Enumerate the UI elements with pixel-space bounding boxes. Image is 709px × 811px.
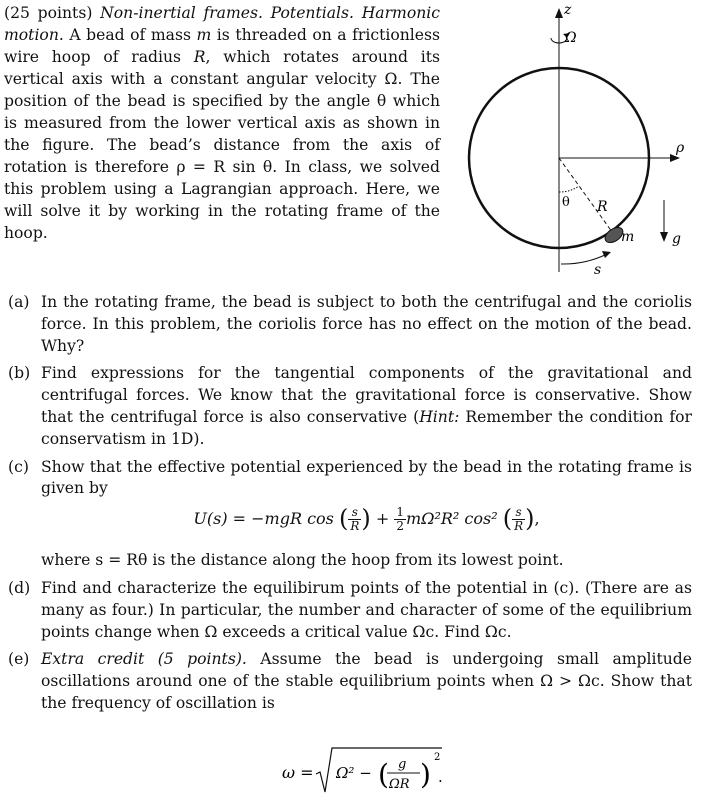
- part-e-label: (e): [8, 650, 30, 669]
- s-arrowhead: [602, 251, 611, 258]
- intro-text-c: , which rotates around its vertical axis with a constant angular velocity Ω. The position of the bead is specified by the angle θ which is measured from the lower vertical axis as shown in the figure. The bead’s distance from the axis of rotation is therefore ρ = R sin θ. In class, we solved this problem using a Lagrangian approach. Here, we will solve it by working in the rotating frame of the hoop.: [4, 48, 441, 242]
- part-d-text: Find and characterize the equilibirum points of the potential in (c). (There are as many as four.) In particular, the number and character of some of the equilibrium points change when Ω exceeds a critical value Ωc. Find Ωc.: [41, 578, 692, 641]
- r-label: R: [597, 199, 608, 215]
- paren-open-2: (: [502, 504, 513, 533]
- gravity-arrowhead-icon: [660, 232, 668, 242]
- frac-s-over-r: [348, 506, 361, 533]
- part-a-label: (a): [8, 293, 30, 311]
- eq-u-lhs: U(s) = −mgR cos: [193, 509, 334, 529]
- eq-w-exp: 2: [434, 752, 441, 763]
- part-c-after: where s = Rθ is the distance along the hoop from its lowest point.: [41, 551, 564, 570]
- problem-title: Non-inertial frames. Potentials. Harmonic motion.: [4, 4, 440, 44]
- part-b-hint: Hint:: [419, 407, 460, 426]
- paren-close-2: ): [525, 504, 535, 533]
- part-c: [8, 457, 692, 572]
- points-label: (25 points): [4, 4, 93, 22]
- part-b-label: (b): [8, 364, 31, 383]
- half-num: 1: [396, 505, 405, 520]
- part-b: [8, 363, 692, 450]
- paren-left: (: [378, 758, 389, 791]
- hoop-figure: [440, 0, 709, 285]
- eq-u-end: ,: [534, 509, 540, 529]
- eq-plus: +: [375, 509, 390, 529]
- part-b-text-b: Remember the condition for conservatism in 1D).: [41, 407, 693, 448]
- z-arrowhead: [555, 8, 563, 18]
- part-d-label: (d): [8, 578, 31, 597]
- frac-den-2: R: [514, 519, 524, 534]
- mass-label: m: [621, 229, 635, 245]
- intro-text-b: is threaded on a frictionless wire hoop of radius: [4, 26, 440, 66]
- eq-w-end: .: [438, 768, 443, 786]
- part-e: [8, 649, 692, 714]
- part-e-text: Assume the bead is undergoing small amplitude oscillations around one of the stable equilibrium points when Ω > Ωc. Show that the frequency of oscillation is: [41, 650, 693, 712]
- frac-num-2: s: [512, 506, 525, 520]
- eq-u-mid: mΩ²R² cos²: [406, 509, 498, 529]
- theta-arc: [559, 186, 579, 192]
- intro-paragraph: [4, 2, 440, 244]
- z-label: z: [564, 2, 572, 18]
- paren-right: ): [420, 758, 431, 791]
- part-b-text-a: Find expressions for the tangential components of the gravitational and centrifugal forces. We know that the gravitational force is conservative. Show that the centrifugal force is also conservative (: [41, 364, 692, 426]
- part-e-credit: Extra credit (5 points).: [41, 650, 247, 669]
- g-label: g: [672, 231, 681, 247]
- theta-label: θ: [562, 195, 570, 210]
- s-label: s: [594, 262, 602, 278]
- eq-w-den: ΩR: [389, 777, 410, 792]
- rho-label: ρ: [676, 140, 685, 156]
- part-a: [8, 292, 692, 357]
- part-a-text: In the rotating frame, the bead is subject to both the centrifugal and the coriolis force. In this problem, the coriolis force has no effect on the motion of the bead. Why?: [41, 293, 692, 355]
- potential-equation: [41, 506, 692, 546]
- frac-s-over-r-2: [512, 506, 525, 533]
- eq-w-num: g: [398, 757, 407, 772]
- intro-text-a: A bead of mass: [69, 26, 197, 44]
- radius-symbol: R: [193, 48, 206, 66]
- frac-den: R: [350, 519, 360, 534]
- part-c-label: (c): [8, 457, 29, 476]
- eq-w-omega2: Ω² −: [336, 764, 372, 782]
- eq-w-lhs: ω =: [282, 763, 314, 782]
- part-c-text: Show that the effective potential experienced by the bead in the rotating frame is given by: [41, 457, 692, 498]
- frequency-equation: [280, 742, 450, 802]
- part-d: [8, 578, 692, 643]
- paren-close: ): [361, 504, 371, 533]
- half-den: 2: [396, 519, 405, 534]
- frac-half: [394, 506, 406, 533]
- paren-open: (: [338, 504, 349, 533]
- question-parts: [8, 292, 692, 721]
- omega-label: Ω: [565, 30, 577, 46]
- mass-symbol: m: [196, 26, 212, 44]
- frac-num: s: [348, 506, 361, 520]
